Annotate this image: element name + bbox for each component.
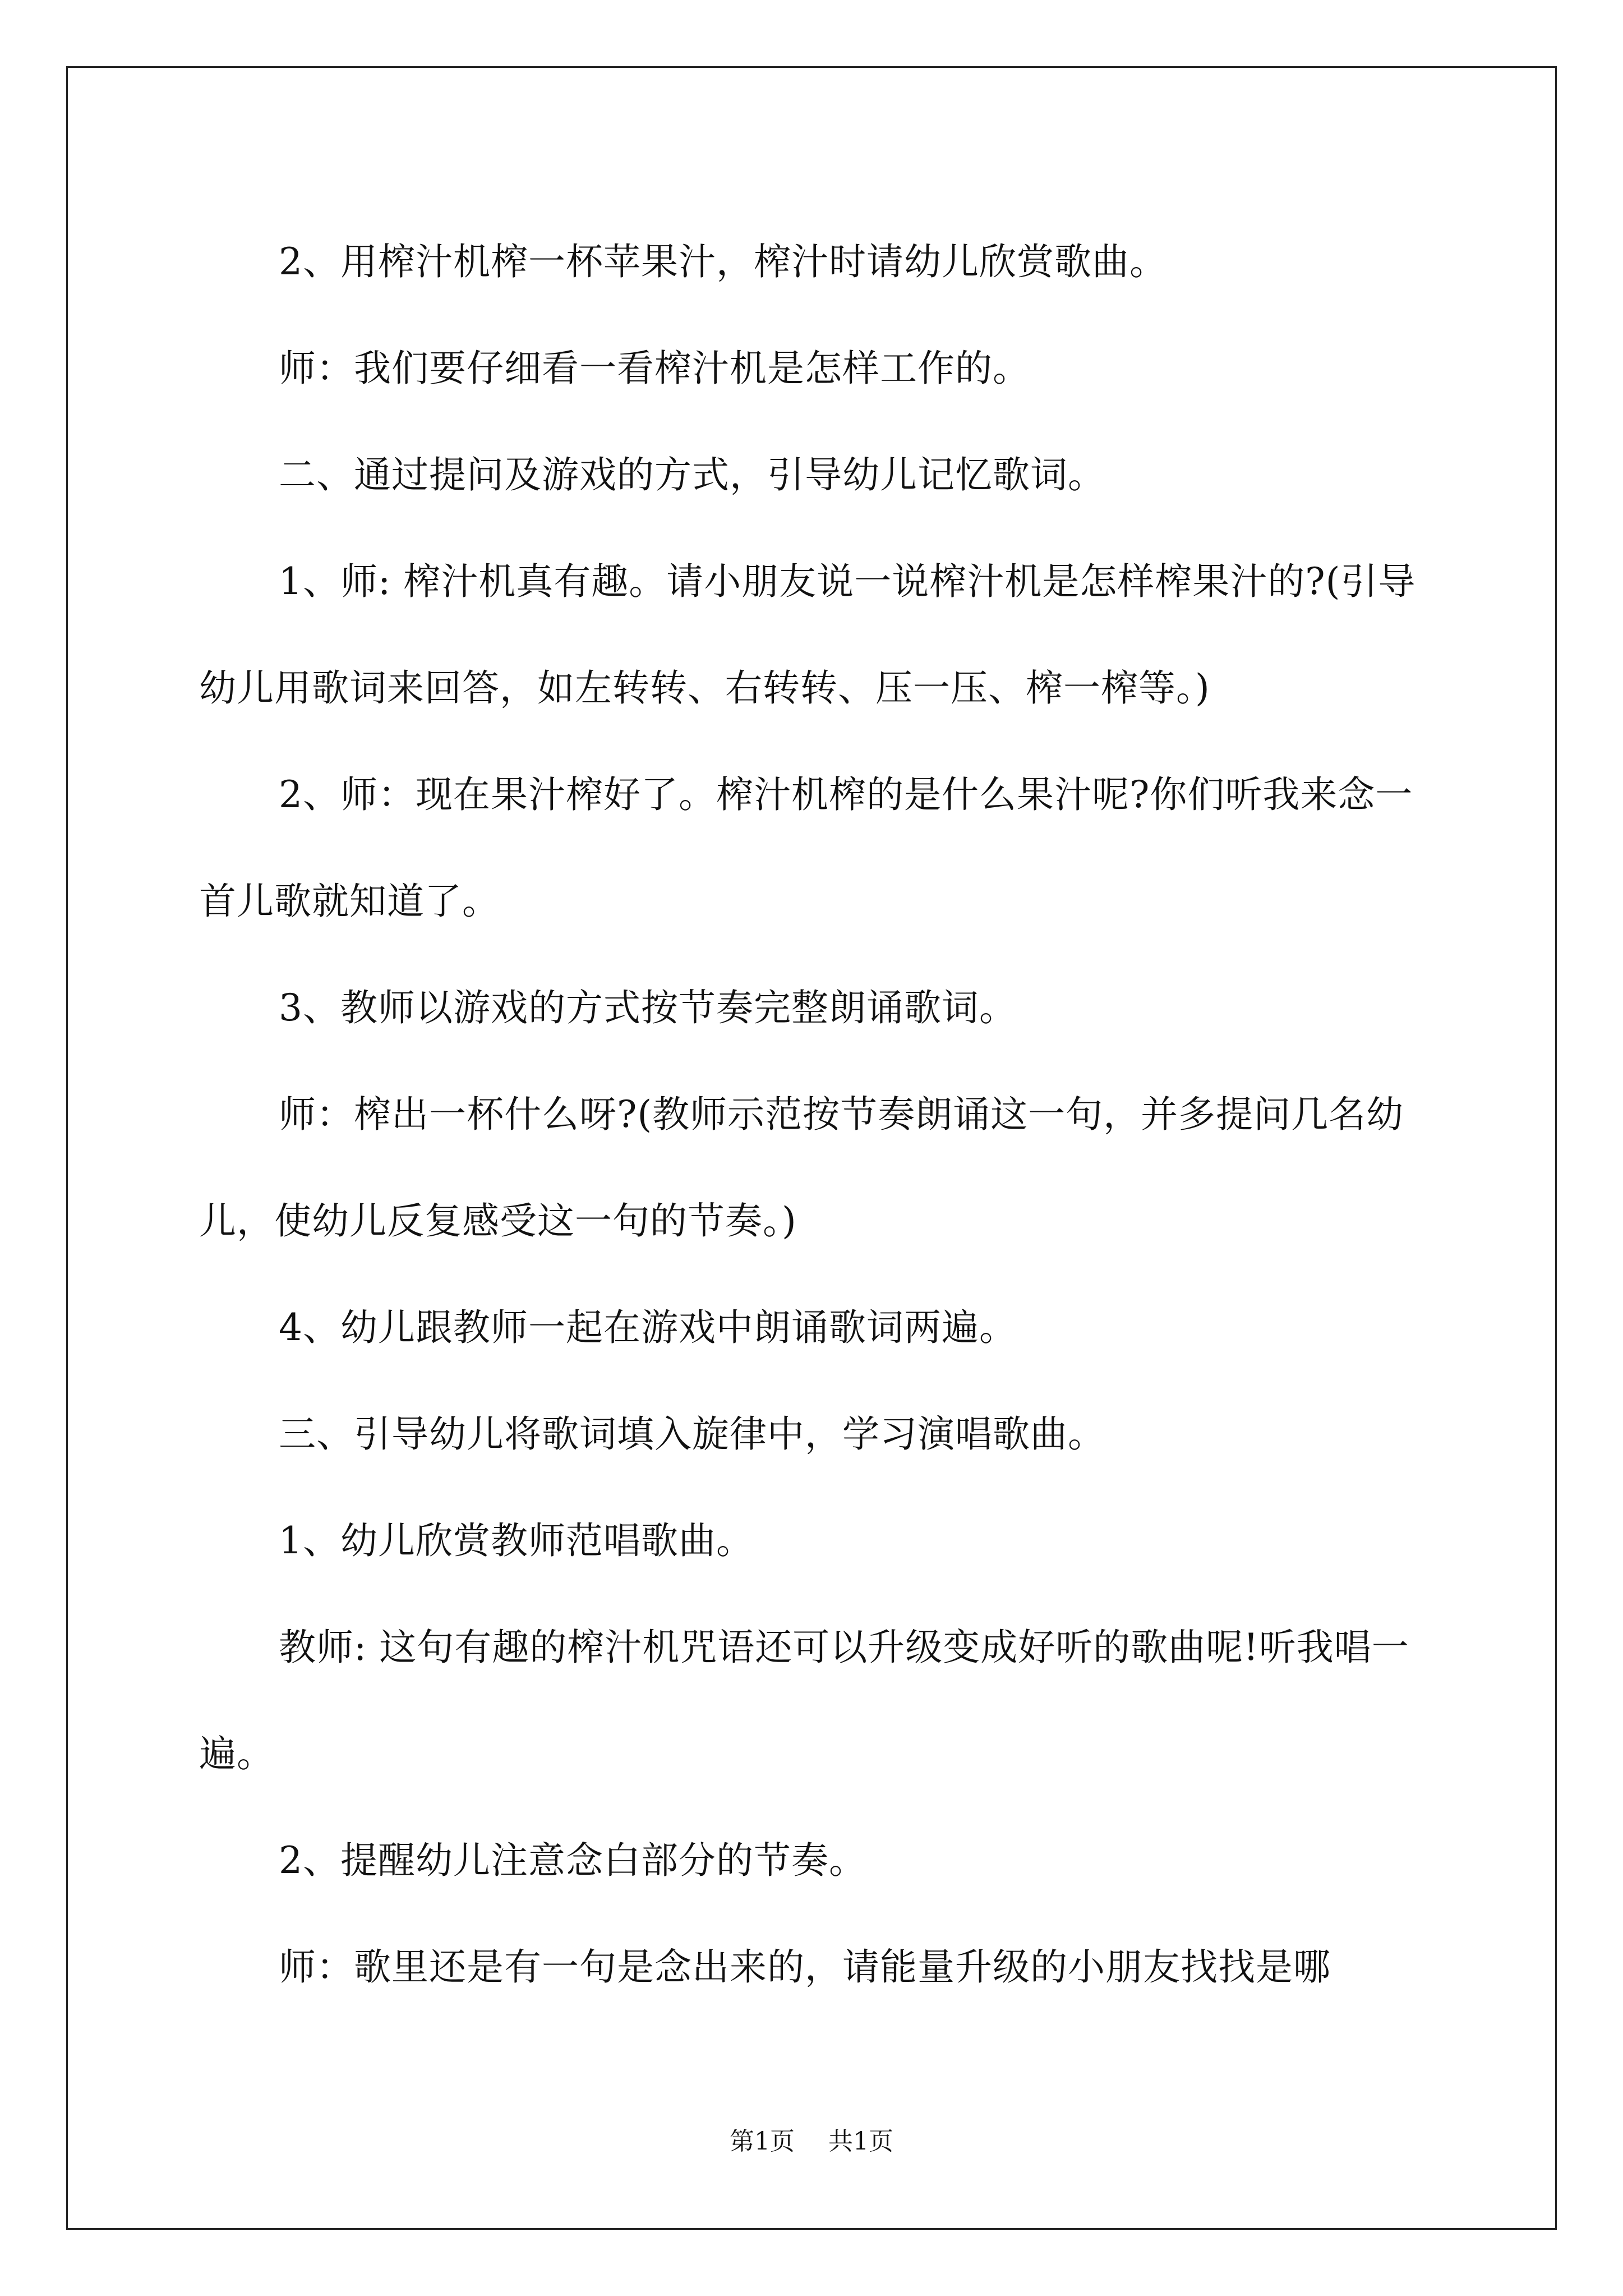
- page-number-current: 第1页: [730, 2127, 795, 2156]
- paragraph: 师：榨出一杯什么呀?(教师示范按节奏朗诵这一句，并多提问几名幼儿，使幼儿反复感受这一句的节奏。): [199, 1093, 1404, 1243]
- paragraph: 2、师：现在果汁榨好了。榨汁机榨的是什么果汁呢?你们听我来念一首儿歌就知道了。: [199, 773, 1413, 923]
- paragraph: 1、师: 榨汁机真有趣。请小朋友说一说榨汁机是怎样榨果汁的?(引导幼儿用歌词来回答，如左转转、右转转、压一压、榨一榨等。): [199, 560, 1416, 710]
- paragraph: 2、提醒幼儿注意念白部分的节奏。: [279, 1839, 866, 1882]
- paragraph: 师：歌里还是有一句是念出来的，请能量升级的小朋友找找是哪: [279, 1945, 1331, 1989]
- document-body: [199, 209, 1427, 2021]
- paragraph: 二、通过提问及游戏的方式，引导幼儿记忆歌词。: [279, 453, 1105, 496]
- paragraph: 三、引导幼儿将歌词填入旋律中，学习演唱歌曲。: [279, 1412, 1105, 1456]
- paragraph: 1、幼儿欣赏教师范唱歌曲。: [279, 1519, 754, 1562]
- page-number-total: 共1页: [828, 2127, 893, 2156]
- paragraph: 师：我们要仔细看一看榨汁机是怎样工作的。: [279, 347, 1030, 390]
- paragraph: 3、教师以游戏的方式按节奏完整朗诵歌词。: [279, 986, 1017, 1029]
- paragraph: 4、幼儿跟教师一起在游戏中朗诵歌词两遍。: [279, 1306, 1017, 1349]
- paragraph: 教师: 这句有趣的榨汁机咒语还可以升级变成好听的歌曲呢!听我唱一遍。: [199, 1626, 1409, 1775]
- paragraph: 2、用榨汁机榨一杯苹果汁，榨汁时请幼儿欣赏歌曲。: [279, 240, 1167, 283]
- page-footer: [0, 2125, 1623, 2159]
